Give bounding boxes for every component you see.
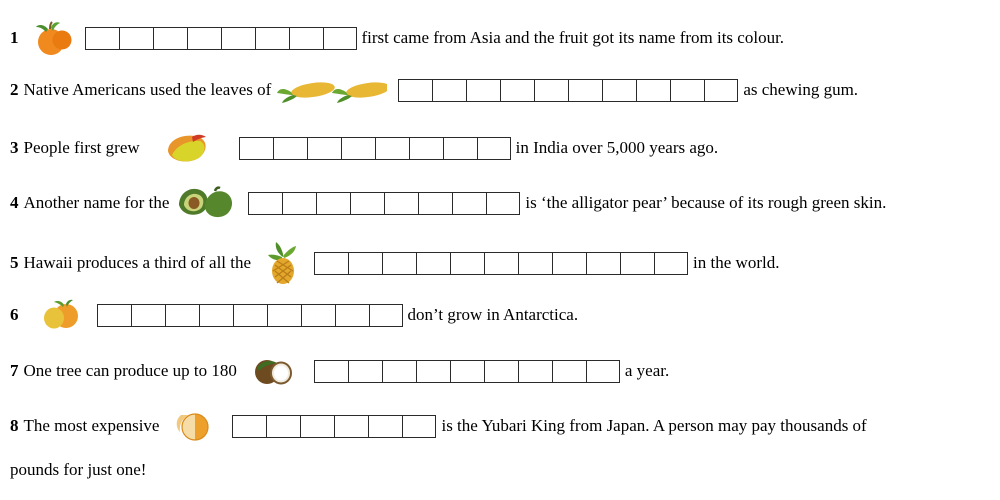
answer-cell[interactable] <box>314 360 348 383</box>
question-text-before: People first grew <box>23 138 140 157</box>
answer-cell[interactable] <box>670 79 704 102</box>
answer-cell[interactable] <box>165 304 199 327</box>
answer-cell[interactable] <box>131 304 165 327</box>
answer-cell[interactable] <box>416 252 450 275</box>
question-number: 2 <box>10 80 19 99</box>
answer-cell[interactable] <box>382 360 416 383</box>
answer-boxes[interactable] <box>314 360 620 383</box>
answer-cell[interactable] <box>552 360 586 383</box>
answer-cell[interactable] <box>586 252 620 275</box>
answer-cell[interactable] <box>233 304 267 327</box>
answer-cell[interactable] <box>350 192 384 215</box>
answer-cell[interactable] <box>450 252 484 275</box>
question-number: 5 <box>10 253 19 272</box>
question-number: 7 <box>10 361 19 380</box>
answer-cell[interactable] <box>500 79 534 102</box>
question-text-after: in India over 5,000 years ago. <box>515 138 719 157</box>
answer-cell[interactable] <box>301 304 335 327</box>
question-text-after: in the world. <box>693 253 780 272</box>
answer-cell[interactable] <box>85 27 119 50</box>
answer-cell[interactable] <box>97 304 131 327</box>
answer-cell[interactable] <box>432 79 466 102</box>
answer-boxes[interactable] <box>248 192 520 215</box>
answer-cell[interactable] <box>323 27 357 50</box>
answer-cell[interactable] <box>409 137 443 160</box>
question-text-after: don’t grow in Antarctica. <box>407 305 579 324</box>
question-text-before: The most expensive <box>23 416 160 435</box>
answer-cell[interactable] <box>119 27 153 50</box>
answer-cell[interactable] <box>466 79 500 102</box>
question-number: 8 <box>10 416 19 435</box>
question-text-after: is ‘the alligator pear’ because of its rough green skin. <box>525 193 887 212</box>
answer-cell[interactable] <box>484 360 518 383</box>
question-text-before: One tree can produce up to 180 <box>23 361 237 380</box>
answer-cell[interactable] <box>153 27 187 50</box>
answer-boxes[interactable] <box>232 415 436 438</box>
answer-cell[interactable] <box>486 192 520 215</box>
answer-cell[interactable] <box>518 252 552 275</box>
mango-icon <box>162 131 212 165</box>
answer-cell[interactable] <box>341 137 375 160</box>
answer-cell[interactable] <box>704 79 738 102</box>
answer-boxes[interactable] <box>85 27 357 50</box>
question-text-after: is the Yubari King from Japan. A person may pay thousands of <box>441 416 867 435</box>
peach-icon <box>40 298 86 332</box>
question-text-before: Native Americans used the leaves of <box>23 80 272 99</box>
answer-cell[interactable] <box>552 252 586 275</box>
question-text-before: Hawaii produces a third of all the <box>23 253 252 272</box>
answer-cell[interactable] <box>620 252 654 275</box>
answer-cell[interactable] <box>239 137 273 160</box>
pineapple-icon <box>263 241 303 285</box>
answer-cell[interactable] <box>307 137 341 160</box>
worksheet-row <box>0 408 1000 444</box>
answer-cell[interactable] <box>348 360 382 383</box>
answer-cell[interactable] <box>232 415 266 438</box>
worksheet-row <box>0 18 1000 58</box>
answer-cell[interactable] <box>267 304 301 327</box>
answer-cell[interactable] <box>255 27 289 50</box>
answer-cell[interactable] <box>384 192 418 215</box>
answer-boxes[interactable] <box>314 252 688 275</box>
question-text-after: first came from Asia and the fruit got its name from its colour. <box>361 28 785 47</box>
question-number: 3 <box>10 138 19 157</box>
worksheet-row <box>0 75 1000 105</box>
answer-cell[interactable] <box>334 415 368 438</box>
answer-cell[interactable] <box>402 415 436 438</box>
answer-cell[interactable] <box>382 252 416 275</box>
answer-cell[interactable] <box>586 360 620 383</box>
answer-cell[interactable] <box>534 79 568 102</box>
answer-cell[interactable] <box>568 79 602 102</box>
question-text-after: as chewing gum. <box>743 80 859 99</box>
coconut-icon <box>251 355 295 387</box>
answer-cell[interactable] <box>369 304 403 327</box>
worksheet-row <box>0 185 1000 221</box>
answer-cell[interactable] <box>273 137 307 160</box>
answer-cell[interactable] <box>221 27 255 50</box>
worksheet-row <box>0 298 1000 332</box>
answer-cell[interactable] <box>199 304 233 327</box>
answer-cell[interactable] <box>416 360 450 383</box>
question-text-continuation: pounds for just one! <box>10 460 147 479</box>
answer-cell[interactable] <box>484 252 518 275</box>
answer-cell[interactable] <box>375 137 409 160</box>
answer-cell[interactable] <box>398 79 432 102</box>
answer-cell[interactable] <box>314 252 348 275</box>
answer-cell[interactable] <box>452 192 486 215</box>
worksheet-row <box>0 131 1000 165</box>
answer-cell[interactable] <box>443 137 477 160</box>
answer-cell[interactable] <box>248 192 282 215</box>
answer-cell[interactable] <box>602 79 636 102</box>
answer-cell[interactable] <box>335 304 369 327</box>
answer-cell[interactable] <box>300 415 334 438</box>
answer-boxes[interactable] <box>97 304 403 327</box>
worksheet-row <box>0 355 1000 387</box>
answer-cell[interactable] <box>477 137 511 160</box>
avocado-icon <box>175 185 237 221</box>
answer-boxes[interactable] <box>398 79 738 102</box>
answer-cell[interactable] <box>450 360 484 383</box>
corn-icon <box>277 75 387 105</box>
answer-cell[interactable] <box>348 252 382 275</box>
answer-cell[interactable] <box>418 192 452 215</box>
answer-cell[interactable] <box>282 192 316 215</box>
answer-cell[interactable] <box>266 415 300 438</box>
answer-boxes[interactable] <box>239 137 511 160</box>
answer-cell[interactable] <box>316 192 350 215</box>
answer-cell[interactable] <box>518 360 552 383</box>
question-text-before: Another name for the <box>23 193 170 212</box>
orange-icon <box>30 18 74 58</box>
worksheet-row <box>0 241 1000 285</box>
melon-icon <box>169 408 217 444</box>
answer-cell[interactable] <box>289 27 323 50</box>
answer-cell[interactable] <box>368 415 402 438</box>
question-text-after: a year. <box>624 361 670 380</box>
question-number: 1 <box>10 28 19 47</box>
answer-cell[interactable] <box>187 27 221 50</box>
question-number: 4 <box>10 193 19 212</box>
answer-cell[interactable] <box>654 252 688 275</box>
answer-cell[interactable] <box>636 79 670 102</box>
question-number: 6 <box>10 305 19 324</box>
